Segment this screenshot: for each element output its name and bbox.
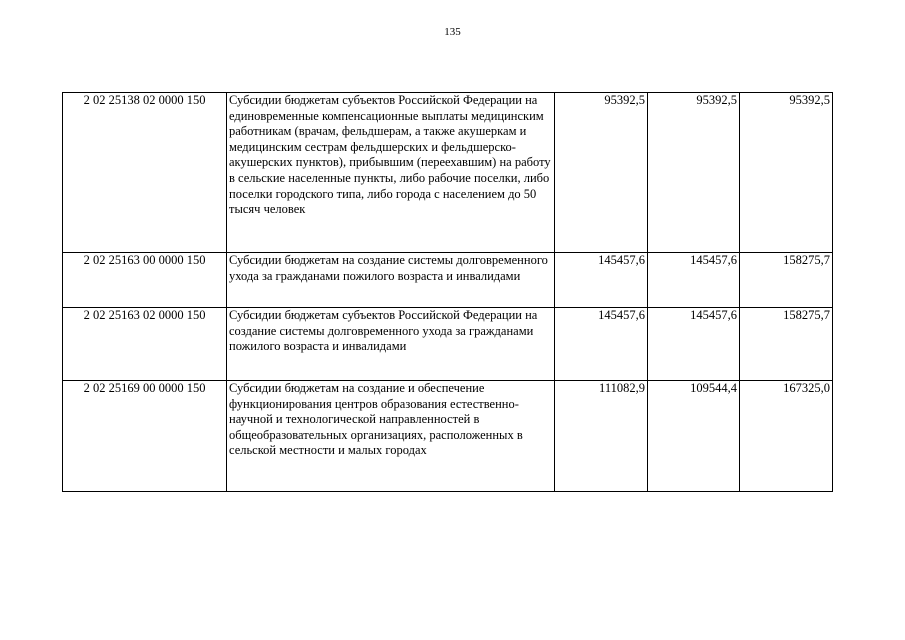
table-row bbox=[63, 381, 833, 492]
budget-value-2: 95392,5 bbox=[648, 93, 740, 253]
budget-description: Субсидии бюджетам на создание системы долговременного ухода за гражданами пожилого возраста и инвалидами bbox=[227, 253, 555, 308]
page-number: 135 bbox=[444, 26, 461, 38]
budget-description: Субсидии бюджетам субъектов Российской Федерации на единовременные компенсационные выплаты медицинским работникам (врачам, фельдшерам, а также акушеркам и медицинским сестрам фельдшерских и фельдшерско-акушерских пунктов), прибывшим (переехавшим) на работу в сельские населенные пункты, либо рабочие поселки, либо поселки городского типа, либо города с населением до 50 тысяч человек bbox=[227, 93, 555, 253]
budget-value-3: 158275,7 bbox=[740, 253, 833, 308]
table-row bbox=[63, 308, 833, 381]
budget-value-1: 95392,5 bbox=[555, 93, 648, 253]
budget-value-2: 109544,4 bbox=[648, 381, 740, 492]
budget-description: Субсидии бюджетам субъектов Российской Федерации на создание системы долговременного ухода за гражданами пожилого возраста и инвалидами bbox=[227, 308, 555, 381]
budget-value-2: 145457,6 bbox=[648, 253, 740, 308]
budget-description: Субсидии бюджетам на создание и обеспечение функционирования центров образования естественно-научной и технологической направленностей в общеобразовательных организациях, расположенных в сельской местности и малых городах bbox=[227, 381, 555, 492]
budget-value-3: 167325,0 bbox=[740, 381, 833, 492]
budget-value-3: 158275,7 bbox=[740, 308, 833, 381]
table-row bbox=[63, 253, 833, 308]
budget-value-1: 111082,9 bbox=[555, 381, 648, 492]
budget-value-2: 145457,6 bbox=[648, 308, 740, 381]
budget-code: 2 02 25163 00 0000 150 bbox=[63, 253, 227, 308]
budget-value-3: 95392,5 bbox=[740, 93, 833, 253]
budget-code: 2 02 25169 00 0000 150 bbox=[63, 381, 227, 492]
budget-code: 2 02 25163 02 0000 150 bbox=[63, 308, 227, 381]
budget-code: 2 02 25138 02 0000 150 bbox=[63, 93, 227, 253]
table-row bbox=[63, 93, 833, 253]
budget-table bbox=[62, 92, 833, 492]
budget-value-1: 145457,6 bbox=[555, 308, 648, 381]
budget-value-1: 145457,6 bbox=[555, 253, 648, 308]
